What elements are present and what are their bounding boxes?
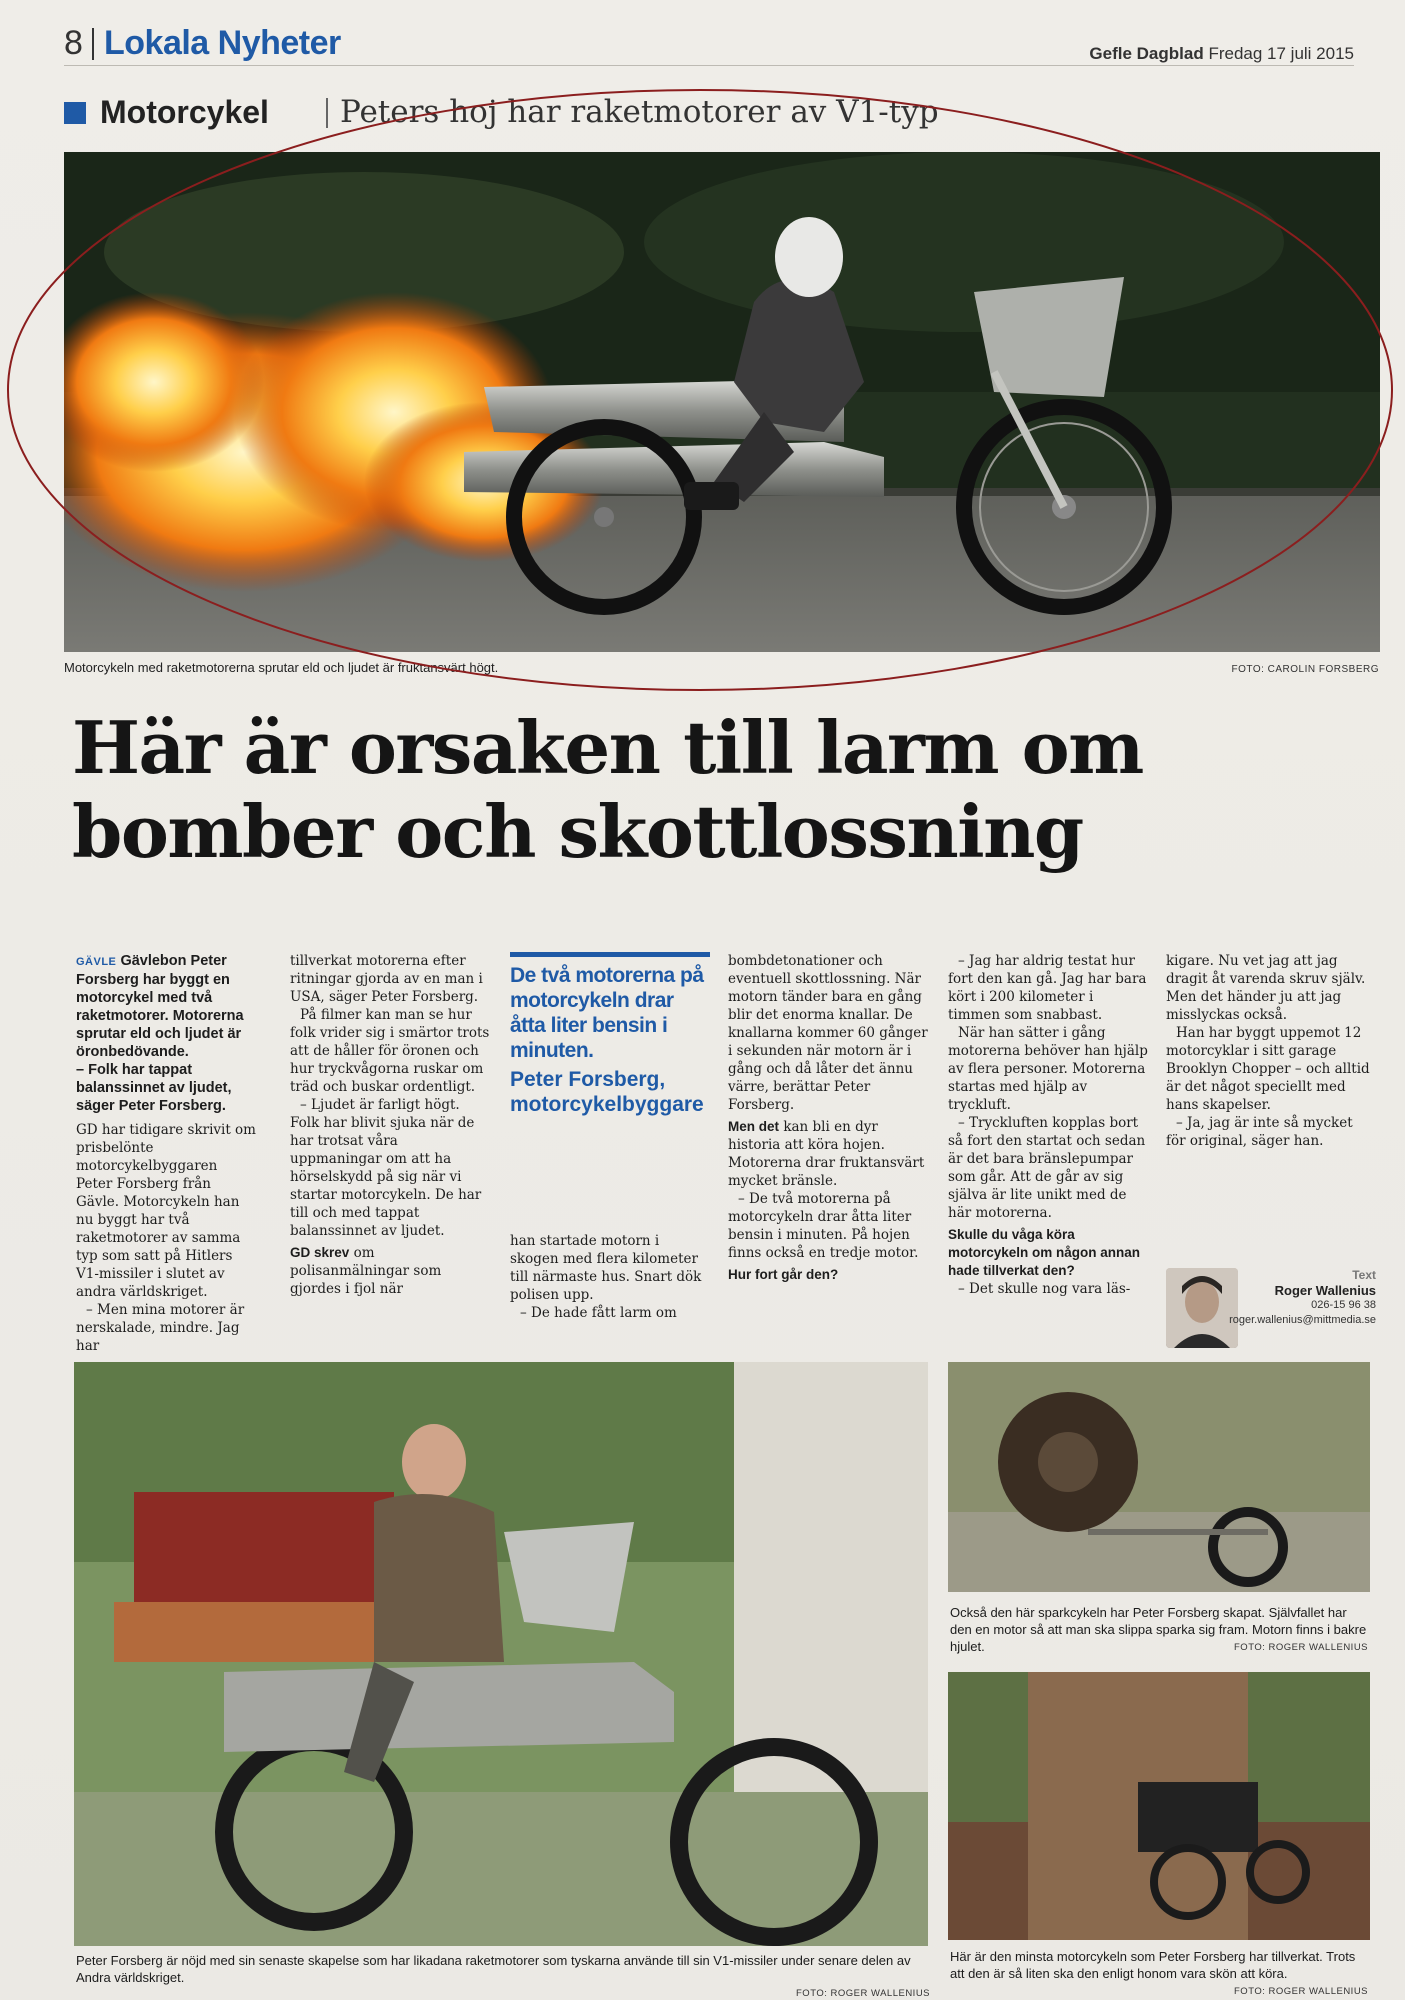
- body-paragraph: GD har tidigare skrivit om prisbelönte motorcykelbyggaren Peter Forsberg från Gävle. Motorcykeln han nu byggt har två raketmotorer av samma typ som satt på Hitlers V1-missiler i slutet av andra världskriget.: [76, 1122, 256, 1300]
- hero-caption: Motorcykeln med raketmotorerna sprutar eld och ljudet är fruktansvärt högt.: [64, 660, 499, 675]
- subhead: Men det: [728, 1119, 780, 1134]
- body-paragraph: På filmer kan man se hur folk vrider sig i smärtor trots att de håller för öronen och hur tryckvågorna ruskar om träd och buskar ordentligt.: [290, 1007, 490, 1095]
- article-column-1: [76, 952, 256, 1355]
- body-paragraph: tillverkat motorerna efter ritningar gjorda av en man i USA, säger Peter Forsberg.: [290, 953, 483, 1005]
- kicker-title: Peters hoj har raketmotorer av V1-typ: [340, 94, 939, 130]
- issue-date: Fredag 17 juli 2015: [1208, 44, 1354, 63]
- article-column-2: [290, 952, 490, 1298]
- body-paragraph: han startade motorn i skogen med flera kilometer till närmaste hus. Snart dök polisen upp.: [510, 1233, 702, 1303]
- lead-text: Gävlebon Peter Forsberg har byggt en motorcykel med två raketmotorer. Motorerna sprutar eld och ljudet är öronbedövande.: [76, 953, 244, 1060]
- question: Skulle du våga köra motorcykeln om någon annan hade tillverkat den?: [948, 1227, 1141, 1278]
- author-phone: 026-15 96 38: [1311, 1299, 1376, 1311]
- photo-scooter-caption: Också den här sparkcykeln har Peter Forsberg skapat. Självfallet har den en motor så att man ska slippa sparka sig fram. Motorn finns i bakre hjulet.: [950, 1605, 1367, 1654]
- photo-main: [74, 1362, 928, 1946]
- author-email: roger.wallenius@mittmedia.se: [1229, 1314, 1376, 1326]
- byline: [1166, 1268, 1376, 1328]
- article-column-6: [1166, 952, 1376, 1150]
- paper-name: Gefle Dagblad: [1089, 44, 1204, 63]
- lead: [76, 952, 256, 1061]
- body-paragraph: När han sätter i gång motorerna behöver han hjälp av flera personer. Motorerna startas med hjälp av tryckluft.: [948, 1025, 1148, 1113]
- article-column-5: [948, 952, 1148, 1298]
- body-paragraph: – Ljudet är farligt högt. Folk har blivit sjuka när de har trotsat våra uppmaningar om att ha hörselskydd på sig när vi startar motorcykeln. De har till och med tappat balanssinnet av ljudet.: [290, 1097, 482, 1239]
- body-paragraph: – Jag har aldrig testat hur fort den kan gå. Jag har bara kört i 200 kilometer i timmen som snabbast.: [948, 953, 1147, 1023]
- headline-line-1: Här är orsaken till larm om: [72, 705, 1143, 790]
- mini-motorcycle-photo: [948, 1672, 1370, 1940]
- red-ellipse-annotation: [0, 80, 1405, 700]
- body-paragraph: – De hade fått larm om: [520, 1305, 677, 1321]
- question: Hur fort går den?: [728, 1267, 839, 1282]
- subhead: GD skrev: [290, 1245, 350, 1260]
- body-paragraph: – De två motorerna på motorcykeln drar åtta liter bensin i minuten. På hojen finns också en tredje motor.: [728, 1191, 919, 1261]
- photo-mini-credit: FOTO: ROGER WALLENIUS: [1234, 1986, 1369, 1997]
- kicker-topic: Motorcykel: [100, 94, 269, 130]
- article-column-3: [510, 1232, 710, 1322]
- article-column-4: [728, 952, 928, 1284]
- byline-label: Text: [1352, 1268, 1376, 1282]
- body-paragraph: – Tryckluften kopplas bort så fort den startat och sedan är det bara bränslepumpar som går. Att de går av sig själva är lite unikt med de här motorerna.: [948, 1115, 1146, 1221]
- dateline: GÄVLE: [76, 956, 117, 968]
- photo-main-credit: FOTO: ROGER WALLENIUS: [796, 1988, 931, 1999]
- pull-quote: [510, 952, 710, 1117]
- photo-scooter-credit: FOTO: ROGER WALLENIUS: [1234, 1642, 1369, 1653]
- body-paragraph: – Det skulle nog vara läs-: [958, 1281, 1131, 1297]
- header-divider: [92, 28, 94, 60]
- body-paragraph: – Ja, jag är inte så mycket för original, säger han.: [1166, 1115, 1353, 1149]
- peter-on-motorcycle-photo: [74, 1362, 928, 1946]
- photo-mini-caption: Här är den minsta motorcykeln som Peter Forsberg har tillverkat. Trots att den är så liten ska den enligt honom vara skön att köra.: [950, 1949, 1356, 1981]
- photo-scooter: [948, 1362, 1370, 1592]
- pull-quote-text: De två motorerna på motorcykeln drar åtta liter bensin i minuten.: [510, 964, 704, 1062]
- photo-mini: [948, 1672, 1370, 1940]
- hero-credit: FOTO: CAROLIN FORSBERG: [1231, 664, 1379, 675]
- author-name: Roger Wallenius: [1274, 1283, 1376, 1298]
- motor-scooter-photo: [948, 1362, 1370, 1592]
- body-paragraph: kigare. Nu vet jag att jag dragit åt varenda skruv själv. Men det händer ju att jag misslyckas också.: [1166, 953, 1366, 1023]
- page-number: 8: [64, 24, 83, 62]
- body-paragraph: bombdetonationer och eventuell skottlossning. När motorn tänder bara en gång blir det enorma knallar. De knallarna kommer 60 gånger i sekunden när motorn är i gång och då låter det ännu värre, berättar Peter Forsberg.: [728, 953, 928, 1113]
- section-title: Lokala Nyheter: [104, 24, 341, 62]
- body-text: kan bli en dyr historia att köra hojen. Motorerna drar fruktansvärt mycket bränsle.: [728, 1119, 925, 1189]
- photo-main-caption: Peter Forsberg är nöjd med sin senaste skapelse som har likadana raketmotorer som tyskarna använde till sin V1-missiler under senare delen av Andra världskriget.: [76, 1953, 911, 1985]
- masthead-info: [1089, 44, 1354, 64]
- headline: [72, 706, 1372, 874]
- body-paragraph: – Men mina motorer är nerskalade, mindre. Jag har: [76, 1302, 245, 1354]
- body-text: om polisanmälningar som gjordes i fjol när: [290, 1245, 442, 1297]
- page-header: [64, 24, 1354, 66]
- lead-quote: – Folk har tappat balanssinnet av ljudet, säger Peter Forsberg.: [76, 1062, 232, 1114]
- body-paragraph: Han har byggt uppemot 12 motorcyklar i sitt garage Brooklyn Chopper – och alltid är det något speciellt med hans skapelser.: [1166, 1025, 1370, 1113]
- pull-quote-attribution: Peter Forsberg, motorcykelbyggare: [510, 1068, 704, 1116]
- headline-line-2: bomber och skottlossning: [72, 789, 1083, 874]
